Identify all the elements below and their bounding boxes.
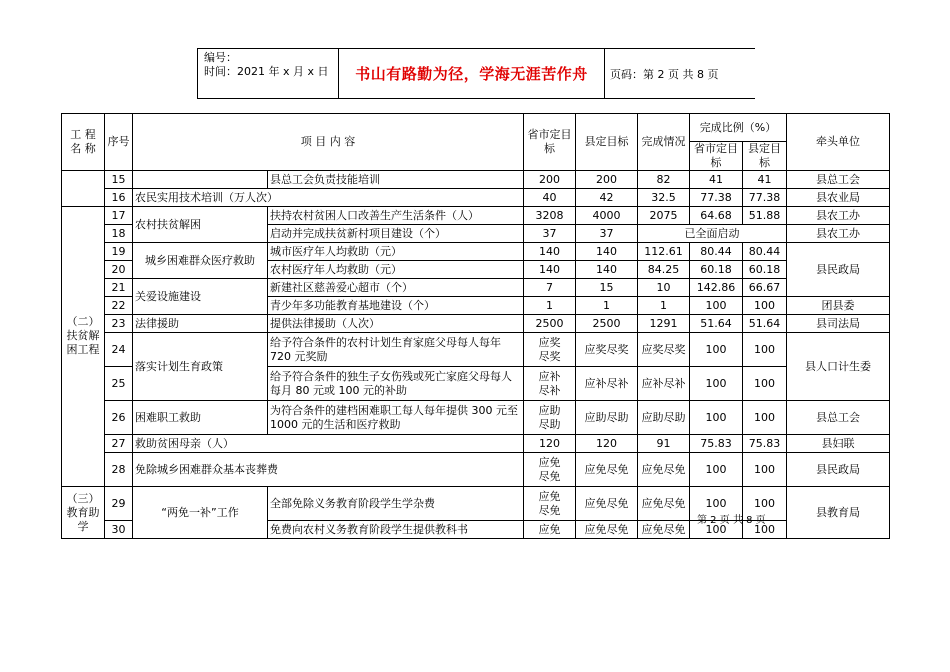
row-subcategory: 关爱设施建设 [133, 279, 268, 315]
table-row [62, 189, 890, 207]
row-county: 应补尽补 [576, 367, 638, 401]
row-ratio-province: 77.38 [690, 189, 743, 207]
row-ratio-province: 75.83 [690, 435, 743, 453]
table-row [62, 171, 890, 189]
table-row [62, 315, 890, 333]
row-ratio-province: 64.68 [690, 207, 743, 225]
row-done: 91 [638, 435, 690, 453]
row-province: 应奖尽奖 [524, 333, 576, 367]
number-label: 编号： [204, 51, 237, 64]
row-subcategory: 城乡困难群众医疗救助 [133, 243, 268, 279]
motto: 书山有路勤为径，学海无涯苦作舟 [339, 49, 605, 98]
row-ratio-county: 100 [743, 367, 787, 401]
row-content: 城市医疗年人均救助（元） [268, 243, 524, 261]
row-province: 应免 [524, 521, 576, 539]
group-education-aid: （三）教育助学 [62, 487, 105, 539]
row-county: 42 [576, 189, 638, 207]
row-done: 32.5 [638, 189, 690, 207]
row-county: 140 [576, 261, 638, 279]
row-ratio-county: 51.88 [743, 207, 787, 225]
row-county: 应奖尽奖 [576, 333, 638, 367]
row-ratio-province: 142.86 [690, 279, 743, 297]
row-done: 应奖尽奖 [638, 333, 690, 367]
row-done: 1 [638, 297, 690, 315]
table-row [62, 243, 890, 261]
col-ratio: 完成比例（%） [690, 114, 787, 142]
row-province: 应免尽免 [524, 487, 576, 521]
row-subcategory: 免除城乡困难群众基本丧葬费 [133, 453, 524, 487]
row-ratio-county: 66.67 [743, 279, 787, 297]
row-province: 40 [524, 189, 576, 207]
row-county: 15 [576, 279, 638, 297]
row-province: 120 [524, 435, 576, 453]
row-seq: 19 [105, 243, 133, 261]
table-row [62, 401, 890, 435]
row-province: 140 [524, 261, 576, 279]
table-row [62, 435, 890, 453]
group-poverty-relief: （二）扶贫解困工程 [62, 207, 105, 487]
row-ratio-province: 100 [690, 333, 743, 367]
row-province: 应助尽助 [524, 401, 576, 435]
row-subcategory: “两免一补”工作 [133, 487, 268, 539]
row-province: 37 [524, 225, 576, 243]
row-province: 1 [524, 297, 576, 315]
row-subcategory: 法律援助 [133, 315, 268, 333]
col-completion: 完成情况 [638, 114, 690, 171]
row-county: 140 [576, 243, 638, 261]
row-ratio-county: 100 [743, 297, 787, 315]
row-lead: 县民政局 [787, 243, 890, 297]
row-county: 37 [576, 225, 638, 243]
row-content: 免费向农村义务教育阶段学生提供教科书 [268, 521, 524, 539]
row-content: 给予符合条件的农村计划生育家庭父母每人每年 720 元奖励 [268, 333, 524, 367]
row-seq: 23 [105, 315, 133, 333]
row-province: 2500 [524, 315, 576, 333]
row-seq: 16 [105, 189, 133, 207]
table-row [62, 207, 890, 225]
col-category: 工 程 名 称 [62, 114, 105, 171]
header-meta [197, 49, 339, 98]
row-ratio-county: 100 [743, 401, 787, 435]
row-done: 应免尽免 [638, 453, 690, 487]
row-seq: 15 [105, 171, 133, 189]
row-content: 农村医疗年人均救助（元） [268, 261, 524, 279]
group-cell-empty [62, 171, 105, 207]
row-ratio-county: 100 [743, 333, 787, 367]
row-subcategory: 救助贫困母亲（人） [133, 435, 524, 453]
row-ratio-province: 41 [690, 171, 743, 189]
row-province: 应补尽补 [524, 367, 576, 401]
col-ratio-province: 省市定目标 [690, 142, 743, 171]
row-ratio-province: 100 [690, 367, 743, 401]
col-seq: 序号 [105, 114, 133, 171]
row-lead: 县总工会 [787, 401, 890, 435]
row-lead: 县司法局 [787, 315, 890, 333]
row-ratio-county: 75.83 [743, 435, 787, 453]
document-header [197, 48, 755, 99]
row-lead: 县民政局 [787, 453, 890, 487]
row-done: 10 [638, 279, 690, 297]
row-seq: 26 [105, 401, 133, 435]
row-ratio-county: 41 [743, 171, 787, 189]
col-province-target: 省市定目标 [524, 114, 576, 171]
row-ratio-province: 60.18 [690, 261, 743, 279]
page-overlay-text: 第 2 页 共 8 页 [697, 515, 766, 526]
row-done: 应助尽助 [638, 401, 690, 435]
row-ratio-province: 100 [690, 401, 743, 435]
table-row [62, 279, 890, 297]
row-done: 112.61 [638, 243, 690, 261]
row-lead: 县农业局 [787, 189, 890, 207]
row-done: 82 [638, 171, 690, 189]
row-done: 2075 [638, 207, 690, 225]
row-content: 为符合条件的建档困难职工每人每年提供 300 元至 1000 元的生活和医疗救助 [268, 401, 524, 435]
row-ratio-county: 100 [743, 521, 787, 539]
sub-cell [133, 171, 268, 189]
row-subcategory: 困难职工救助 [133, 401, 268, 435]
row-done: 应免尽免 [638, 521, 690, 539]
row-seq: 24 [105, 333, 133, 367]
row-ratio-province: 100 [690, 297, 743, 315]
row-province: 3208 [524, 207, 576, 225]
row-lead: 县妇联 [787, 435, 890, 453]
row-seq: 29 [105, 487, 133, 521]
row-county: 应免尽免 [576, 453, 638, 487]
row-done: 应补尽补 [638, 367, 690, 401]
row-county: 应助尽助 [576, 401, 638, 435]
row-content: 青少年多功能教育基地建设（个） [268, 297, 524, 315]
row-content: 新建社区慈善爱心超市（个） [268, 279, 524, 297]
row-ratio-county: 100 [743, 453, 787, 487]
row-province: 140 [524, 243, 576, 261]
row-lead: 团县委 [787, 297, 890, 315]
table-row [62, 453, 890, 487]
row-county: 应免尽免 [576, 487, 638, 521]
row-seq: 20 [105, 261, 133, 279]
row-county: 4000 [576, 207, 638, 225]
row-county: 2500 [576, 315, 638, 333]
row-county: 120 [576, 435, 638, 453]
col-item: 项 目 内 容 [133, 114, 524, 171]
row-county: 200 [576, 171, 638, 189]
time-label: 时间：2021 年 x 月 x 日 [204, 65, 329, 78]
row-ratio-province: 100 [690, 453, 743, 487]
row-done: 应免尽免 [638, 487, 690, 521]
row-seq: 30 [105, 521, 133, 539]
row-seq: 22 [105, 297, 133, 315]
row-content: 全部免除义务教育阶段学生学杂费 [268, 487, 524, 521]
row-content: 农民实用技术培训（万人次） [133, 189, 524, 207]
row-ratio-county: 80.44 [743, 243, 787, 261]
col-county-target: 县定目标 [576, 114, 638, 171]
row-seq: 17 [105, 207, 133, 225]
row-ratio-province: 51.64 [690, 315, 743, 333]
row-ratio-county: 77.38 [743, 189, 787, 207]
row-content: 扶持农村贫困人口改善生产生活条件（人） [268, 207, 524, 225]
row-subcategory: 农村扶贫解困 [133, 207, 268, 243]
col-lead-unit: 牵头单位 [787, 114, 890, 171]
header-row [62, 114, 890, 142]
row-done: 1291 [638, 315, 690, 333]
row-content: 给予符合条件的独生子女伤残或死亡家庭父母每人每月 80 元或 100 元的补助 [268, 367, 524, 401]
row-lead: 县教育局 [787, 487, 890, 539]
table-row [62, 333, 890, 367]
row-content: 启动并完成扶贫新村项目建设（个） [268, 225, 524, 243]
row-ratio-province: 100 [690, 487, 743, 521]
row-county: 应免尽免 [576, 521, 638, 539]
row-subcategory: 落实计划生育政策 [133, 333, 268, 401]
row-done: 84.25 [638, 261, 690, 279]
row-done: 已全面启动 [638, 225, 787, 243]
row-ratio-county: 100 [743, 487, 787, 521]
row-lead: 县农工办 [787, 207, 890, 225]
project-table [61, 113, 890, 539]
row-seq: 28 [105, 453, 133, 487]
row-lead: 县总工会 [787, 171, 890, 189]
row-seq: 25 [105, 367, 133, 401]
row-ratio-province: 100 [690, 521, 743, 539]
row-county: 1 [576, 297, 638, 315]
row-ratio-county: 60.18 [743, 261, 787, 279]
row-content: 提供法律援助（人次） [268, 315, 524, 333]
row-ratio-county: 51.64 [743, 315, 787, 333]
page-label: 页码：第 2 页 共 8 页 [610, 67, 719, 81]
row-seq: 21 [105, 279, 133, 297]
row-province: 7 [524, 279, 576, 297]
row-lead: 县农工办 [787, 225, 890, 243]
row-province: 200 [524, 171, 576, 189]
row-lead: 县人口计生委 [787, 333, 890, 401]
col-ratio-county: 县定目标 [743, 142, 787, 171]
row-province: 应免尽免 [524, 453, 576, 487]
row-seq: 27 [105, 435, 133, 453]
row-seq: 18 [105, 225, 133, 243]
row-ratio-province: 80.44 [690, 243, 743, 261]
row-content: 县总工会负责技能培训 [268, 171, 524, 189]
